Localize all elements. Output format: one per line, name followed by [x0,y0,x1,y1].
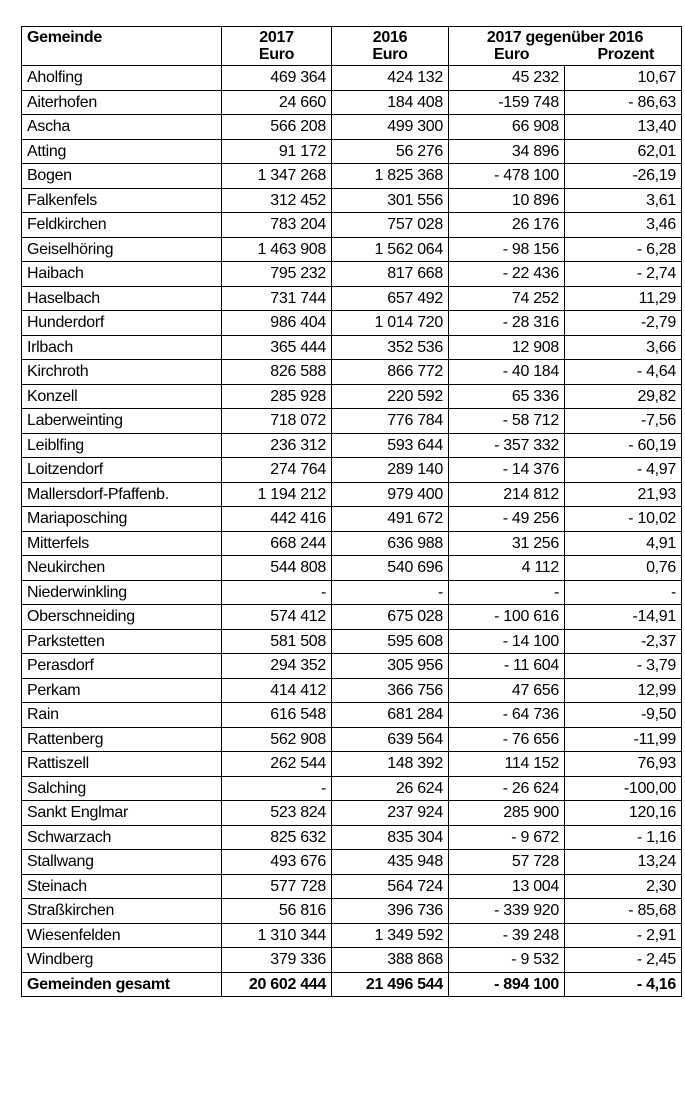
cell-diff-euro: - 11 604 [449,654,565,679]
cell-2017: 825 632 [222,825,332,850]
cell-diff-prozent: - 86,63 [565,90,682,115]
cell-2016: - [332,580,449,605]
cell-2016: 639 564 [332,727,449,752]
cell-gemeinde: Schwarzach [22,825,222,850]
cell-diff-euro: - 9 532 [449,948,565,973]
cell-2016: 148 392 [332,752,449,777]
table-row [22,923,682,948]
cell-2017: 1 347 268 [222,164,332,189]
header-gemeinde [22,27,222,66]
cell-2017: 668 244 [222,531,332,556]
header-comparison-title: 2017 gegenüber 2016 [486,29,644,46]
cell-diff-prozent: -11,99 [565,727,682,752]
table-row [22,66,682,91]
cell-diff-euro: - 76 656 [449,727,565,752]
cell-diff-euro: 4 112 [449,556,565,581]
cell-diff-prozent: 3,46 [565,213,682,238]
cell-2016: 184 408 [332,90,449,115]
cell-2017: 1 463 908 [222,237,332,262]
cell-diff-prozent: - 4,97 [565,458,682,483]
cell-diff-prozent: 13,24 [565,850,682,875]
header-gemeinde-label: Gemeinde [27,29,102,46]
cell-diff-prozent: 3,66 [565,335,682,360]
cell-gemeinde: Feldkirchen [22,213,222,238]
table-row [22,874,682,899]
total-row [22,972,682,997]
cell-diff-euro: - 58 712 [449,409,565,434]
cell-2017: 616 548 [222,703,332,728]
table-row [22,90,682,115]
table-row [22,311,682,336]
cell-2016: 866 772 [332,360,449,385]
table-body [22,66,682,973]
cell-2016: 593 644 [332,433,449,458]
cell-diff-euro: - 39 248 [449,923,565,948]
cell-2016: 435 948 [332,850,449,875]
table-row [22,507,682,532]
cell-2017: 274 764 [222,458,332,483]
cell-diff-prozent: 12,99 [565,678,682,703]
cell-diff-prozent: -100,00 [565,776,682,801]
cell-gemeinde: Atting [22,139,222,164]
cell-2017: 581 508 [222,629,332,654]
cell-diff-prozent: - 2,74 [565,262,682,287]
cell-2017: 577 728 [222,874,332,899]
table-row [22,629,682,654]
cell-diff-prozent: - 85,68 [565,899,682,924]
municipality-table-container [21,26,677,997]
cell-2017: 56 816 [222,899,332,924]
cell-diff-euro: 13 004 [449,874,565,899]
cell-diff-prozent: 120,16 [565,801,682,826]
table-row [22,237,682,262]
table-row [22,580,682,605]
cell-2016: 1 825 368 [332,164,449,189]
cell-gemeinde: Rain [22,703,222,728]
table-row [22,703,682,728]
cell-gemeinde: Leiblfing [22,433,222,458]
cell-gemeinde: Steinach [22,874,222,899]
cell-2016: 979 400 [332,482,449,507]
cell-gemeinde: Haibach [22,262,222,287]
cell-gemeinde: Aiterhofen [22,90,222,115]
table-row [22,482,682,507]
table-row [22,188,682,213]
table-row [22,458,682,483]
table-row [22,409,682,434]
cell-2016: 675 028 [332,605,449,630]
table-row [22,433,682,458]
cell-diff-prozent: -9,50 [565,703,682,728]
table-row [22,531,682,556]
table-row [22,727,682,752]
table-row [22,776,682,801]
cell-diff-euro: - 14 376 [449,458,565,483]
cell-diff-euro: 34 896 [449,139,565,164]
cell-gemeinde: Windberg [22,948,222,973]
header-2016-year: 2016 [372,29,408,46]
cell-2017: 562 908 [222,727,332,752]
cell-gemeinde: Perasdorf [22,654,222,679]
header-2017-unit: Euro [258,46,295,63]
cell-2017: 566 208 [222,115,332,140]
table-row [22,752,682,777]
cell-diff-euro: - 40 184 [449,360,565,385]
table-row [22,115,682,140]
cell-gemeinde: Geiselhöring [22,237,222,262]
cell-diff-euro: - 22 436 [449,262,565,287]
cell-2016: 636 988 [332,531,449,556]
table-row [22,139,682,164]
table-row [22,286,682,311]
cell-diff-euro: - 14 100 [449,629,565,654]
cell-diff-prozent: -14,91 [565,605,682,630]
cell-gemeinde: Kirchroth [22,360,222,385]
cell-diff-prozent: 21,93 [565,482,682,507]
cell-diff-euro: - 357 332 [449,433,565,458]
cell-diff-euro: - 100 616 [449,605,565,630]
cell-2016: 817 668 [332,262,449,287]
cell-diff-prozent: 3,61 [565,188,682,213]
table-row [22,850,682,875]
cell-diff-euro: 31 256 [449,531,565,556]
cell-2016: 757 028 [332,213,449,238]
cell-diff-euro: 45 232 [449,66,565,91]
total-pct: - 4,16 [565,972,682,997]
header-2016 [332,27,449,66]
cell-gemeinde: Salching [22,776,222,801]
cell-2017: 285 928 [222,384,332,409]
table-row [22,384,682,409]
cell-2017: 24 660 [222,90,332,115]
cell-2016: 835 304 [332,825,449,850]
cell-diff-euro: - 64 736 [449,703,565,728]
header-2017-year: 2017 [259,29,294,46]
cell-gemeinde: Hunderdorf [22,311,222,336]
cell-2017: 523 824 [222,801,332,826]
cell-2017: 493 676 [222,850,332,875]
cell-2017: 442 416 [222,507,332,532]
municipality-table [21,26,682,997]
cell-gemeinde: Sankt Englmar [22,801,222,826]
header-comparison [449,27,682,66]
cell-diff-euro: 285 900 [449,801,565,826]
cell-diff-prozent: 2,30 [565,874,682,899]
cell-diff-euro: - 28 316 [449,311,565,336]
header-comparison-euro: Euro [494,46,530,63]
cell-gemeinde: Neukirchen [22,556,222,581]
cell-diff-prozent: - 60,19 [565,433,682,458]
cell-diff-prozent: 76,93 [565,752,682,777]
cell-2017: 544 808 [222,556,332,581]
cell-diff-prozent: - 2,91 [565,923,682,948]
cell-2016: 56 276 [332,139,449,164]
cell-2016: 301 556 [332,188,449,213]
cell-2017: 731 744 [222,286,332,311]
table-row [22,678,682,703]
table-row [22,605,682,630]
cell-diff-euro: - [449,580,565,605]
cell-2017: 986 404 [222,311,332,336]
cell-diff-prozent: 4,91 [565,531,682,556]
cell-2017: 1 194 212 [222,482,332,507]
cell-diff-prozent: 62,01 [565,139,682,164]
cell-gemeinde: Mitterfels [22,531,222,556]
cell-gemeinde: Falkenfels [22,188,222,213]
cell-diff-prozent: - 3,79 [565,654,682,679]
cell-diff-euro: 10 896 [449,188,565,213]
cell-2016: 396 736 [332,899,449,924]
cell-diff-euro: 26 176 [449,213,565,238]
cell-gemeinde: Konzell [22,384,222,409]
cell-diff-prozent: - [565,580,682,605]
cell-diff-euro: - 339 920 [449,899,565,924]
cell-2017: 365 444 [222,335,332,360]
cell-2017: 1 310 344 [222,923,332,948]
cell-diff-euro: 214 812 [449,482,565,507]
cell-diff-euro: 47 656 [449,678,565,703]
cell-gemeinde: Laberweinting [22,409,222,434]
total-diff: - 894 100 [449,972,565,997]
cell-gemeinde: Irlbach [22,335,222,360]
cell-2016: 657 492 [332,286,449,311]
cell-2016: 681 284 [332,703,449,728]
total-2017: 20 602 444 [222,972,332,997]
cell-diff-prozent: - 6,28 [565,237,682,262]
cell-diff-prozent: 10,67 [565,66,682,91]
total-name: Gemeinden gesamt [22,972,222,997]
cell-diff-prozent: -7,56 [565,409,682,434]
table-row [22,825,682,850]
cell-diff-euro: - 26 624 [449,776,565,801]
table-row [22,335,682,360]
table-row [22,899,682,924]
cell-gemeinde: Aholfing [22,66,222,91]
table-row [22,213,682,238]
cell-2017: 91 172 [222,139,332,164]
cell-diff-euro: 114 152 [449,752,565,777]
cell-2016: 424 132 [332,66,449,91]
cell-2017: 783 204 [222,213,332,238]
table-header-row [22,27,682,66]
cell-diff-euro: - 9 672 [449,825,565,850]
cell-2017: 826 588 [222,360,332,385]
cell-diff-euro: - 478 100 [449,164,565,189]
cell-diff-prozent: 29,82 [565,384,682,409]
header-2017 [222,27,332,66]
table-row [22,164,682,189]
cell-2017: - [222,580,332,605]
cell-2016: 564 724 [332,874,449,899]
cell-gemeinde: Stallwang [22,850,222,875]
cell-2016: 237 924 [332,801,449,826]
cell-diff-euro: 65 336 [449,384,565,409]
cell-diff-prozent: - 1,16 [565,825,682,850]
header-comparison-prozent: Prozent [597,46,655,63]
cell-diff-euro: 66 908 [449,115,565,140]
cell-diff-prozent: 13,40 [565,115,682,140]
cell-2016: 595 608 [332,629,449,654]
table-row [22,262,682,287]
table-row [22,654,682,679]
cell-diff-euro: 57 728 [449,850,565,875]
cell-2017: 262 544 [222,752,332,777]
cell-gemeinde: Rattiszell [22,752,222,777]
cell-diff-prozent: 11,29 [565,286,682,311]
cell-2017: 414 412 [222,678,332,703]
table-row [22,556,682,581]
cell-2017: 236 312 [222,433,332,458]
cell-2016: 776 784 [332,409,449,434]
cell-diff-prozent: - 4,64 [565,360,682,385]
cell-2017: 795 232 [222,262,332,287]
cell-2016: 352 536 [332,335,449,360]
cell-gemeinde: Loitzendorf [22,458,222,483]
cell-gemeinde: Straßkirchen [22,899,222,924]
total-2016: 21 496 544 [332,972,449,997]
cell-2017: 574 412 [222,605,332,630]
cell-2017: - [222,776,332,801]
cell-2016: 1 562 064 [332,237,449,262]
cell-2016: 540 696 [332,556,449,581]
cell-gemeinde: Ascha [22,115,222,140]
cell-2016: 366 756 [332,678,449,703]
cell-diff-prozent: -2,37 [565,629,682,654]
cell-gemeinde: Perkam [22,678,222,703]
cell-diff-euro: 74 252 [449,286,565,311]
cell-diff-prozent: 0,76 [565,556,682,581]
cell-gemeinde: Haselbach [22,286,222,311]
cell-2016: 491 672 [332,507,449,532]
cell-2016: 499 300 [332,115,449,140]
cell-gemeinde: Rattenberg [22,727,222,752]
cell-gemeinde: Bogen [22,164,222,189]
cell-gemeinde: Niederwinkling [22,580,222,605]
cell-diff-euro: 12 908 [449,335,565,360]
cell-2016: 289 140 [332,458,449,483]
cell-2017: 718 072 [222,409,332,434]
cell-diff-prozent: -26,19 [565,164,682,189]
cell-2017: 312 452 [222,188,332,213]
cell-2016: 388 868 [332,948,449,973]
table-row [22,801,682,826]
cell-2016: 1 014 720 [332,311,449,336]
cell-gemeinde: Parkstetten [22,629,222,654]
cell-diff-prozent: -2,79 [565,311,682,336]
cell-gemeinde: Mallersdorf-Pfaffenb. [22,482,222,507]
table-row [22,360,682,385]
cell-2017: 294 352 [222,654,332,679]
cell-2016: 220 592 [332,384,449,409]
cell-diff-euro: - 49 256 [449,507,565,532]
cell-gemeinde: Mariaposching [22,507,222,532]
cell-diff-prozent: - 10,02 [565,507,682,532]
cell-diff-prozent: - 2,45 [565,948,682,973]
cell-2016: 305 956 [332,654,449,679]
header-2016-unit: Euro [372,46,408,63]
cell-diff-euro: - 98 156 [449,237,565,262]
cell-2017: 469 364 [222,66,332,91]
cell-2017: 379 336 [222,948,332,973]
table-row [22,948,682,973]
cell-diff-euro: -159 748 [449,90,565,115]
cell-gemeinde: Wiesenfelden [22,923,222,948]
cell-2016: 26 624 [332,776,449,801]
cell-gemeinde: Oberschneiding [22,605,222,630]
cell-2016: 1 349 592 [332,923,449,948]
